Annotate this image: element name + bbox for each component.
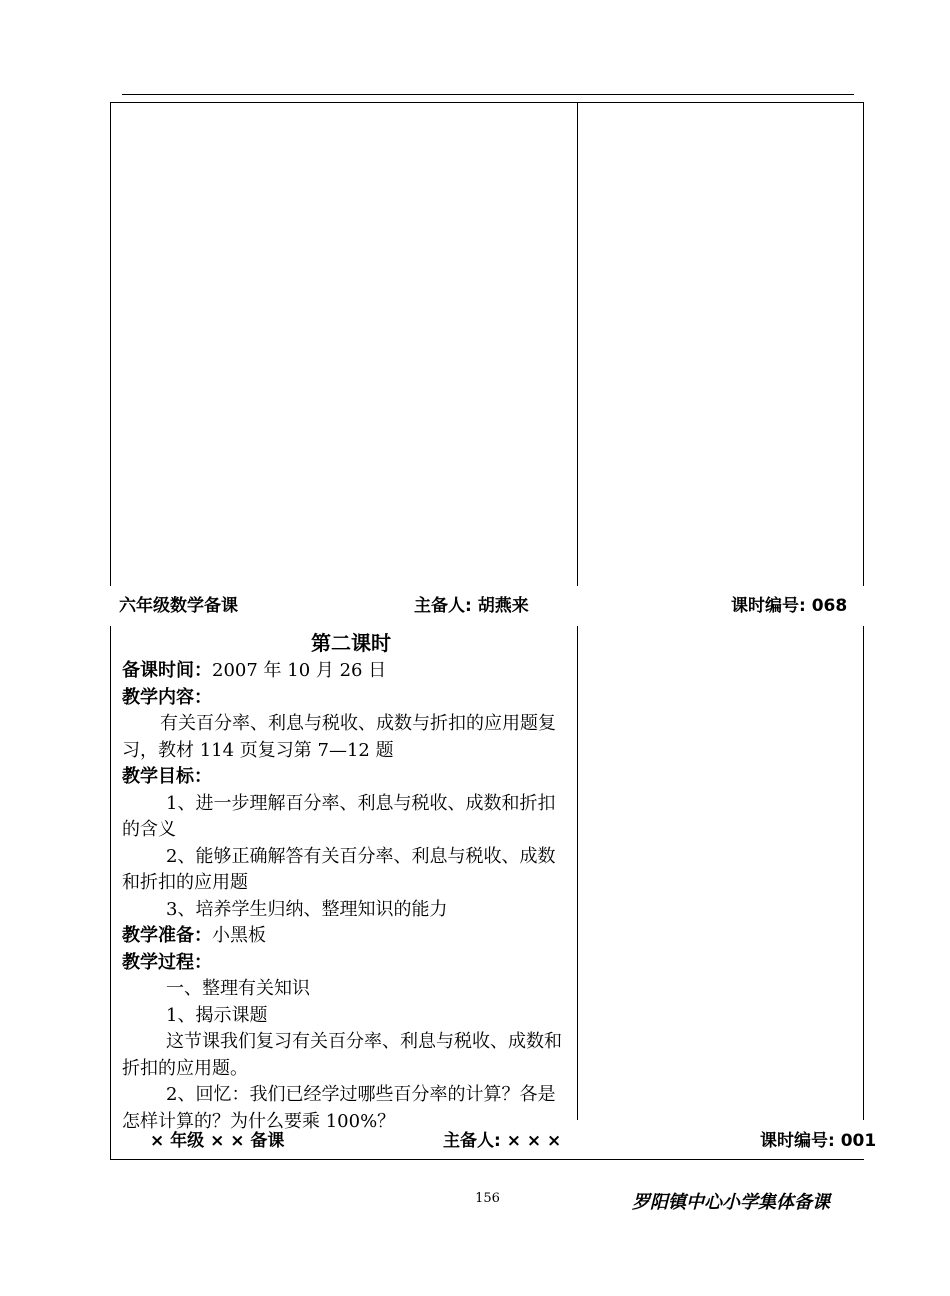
process-item: 一、整理有关知识: [166, 978, 310, 999]
content-text: 有关百分率、利息与税收、成数与折扣的应用题复习，教材 114 页复习第 7—12 题: [122, 713, 556, 761]
goals-label: 教学目标：: [122, 766, 212, 787]
template-preparer-label: 主备人: × × ×: [443, 1131, 562, 1151]
grade-subject-label: 六年级数学备课: [119, 596, 238, 616]
prep-time-line: [122, 658, 572, 685]
preparation-label: 教学准备：: [122, 925, 212, 946]
lower-table-divider: [577, 626, 578, 1120]
lead-preparer-label: 主备人: 胡燕来: [414, 596, 529, 616]
goal-item: 2、能够正确解答有关百分率、利息与税收、成数和折扣的应用题: [122, 845, 556, 893]
upper-table-top-border: [110, 102, 864, 103]
lesson-number-label: 课时编号: 068: [731, 596, 848, 616]
upper-table-right-border: [863, 102, 864, 586]
content-label: 教学内容：: [122, 686, 212, 708]
preparation-line: [122, 923, 572, 950]
prep-time-value: 2007 年 10 月 26 日: [212, 660, 387, 681]
process-item: 这节课我们复习有关百分率、利息与税收、成数和折扣的应用题。: [122, 1031, 562, 1079]
template-grade-label: × 年级 × × 备课: [150, 1131, 285, 1151]
goal-item: 1、进一步理解百分率、利息与税收、成数和折扣的含义: [122, 792, 556, 840]
school-name: 罗阳镇中心小学集体备课: [632, 1192, 830, 1213]
lesson-content: [122, 628, 572, 1132]
top-rule: [122, 94, 854, 95]
process-item: 2、回忆：我们已经学过哪些百分率的计算？各是怎样计算的？为什么要乘 100%？: [122, 1084, 556, 1132]
lower-table-right-border: [863, 626, 864, 1120]
process-item: 1、揭示课题: [166, 1004, 268, 1026]
template-lesson-number-label: 课时编号: 001: [760, 1131, 877, 1151]
lower-table-left-border: [110, 626, 111, 1160]
upper-table-left-border: [110, 102, 111, 586]
prep-time-label: 备课时间：: [122, 660, 212, 681]
page-number: 156: [475, 1191, 500, 1206]
lesson-title: 第二课时: [311, 631, 391, 655]
lower-table-bottom-border: [110, 1159, 864, 1160]
goal-item: 3、培养学生归纳、整理知识的能力: [166, 898, 448, 920]
upper-table-divider: [577, 102, 578, 586]
preparation-value: 小黑板: [212, 925, 266, 946]
process-label: 教学过程：: [122, 951, 212, 973]
